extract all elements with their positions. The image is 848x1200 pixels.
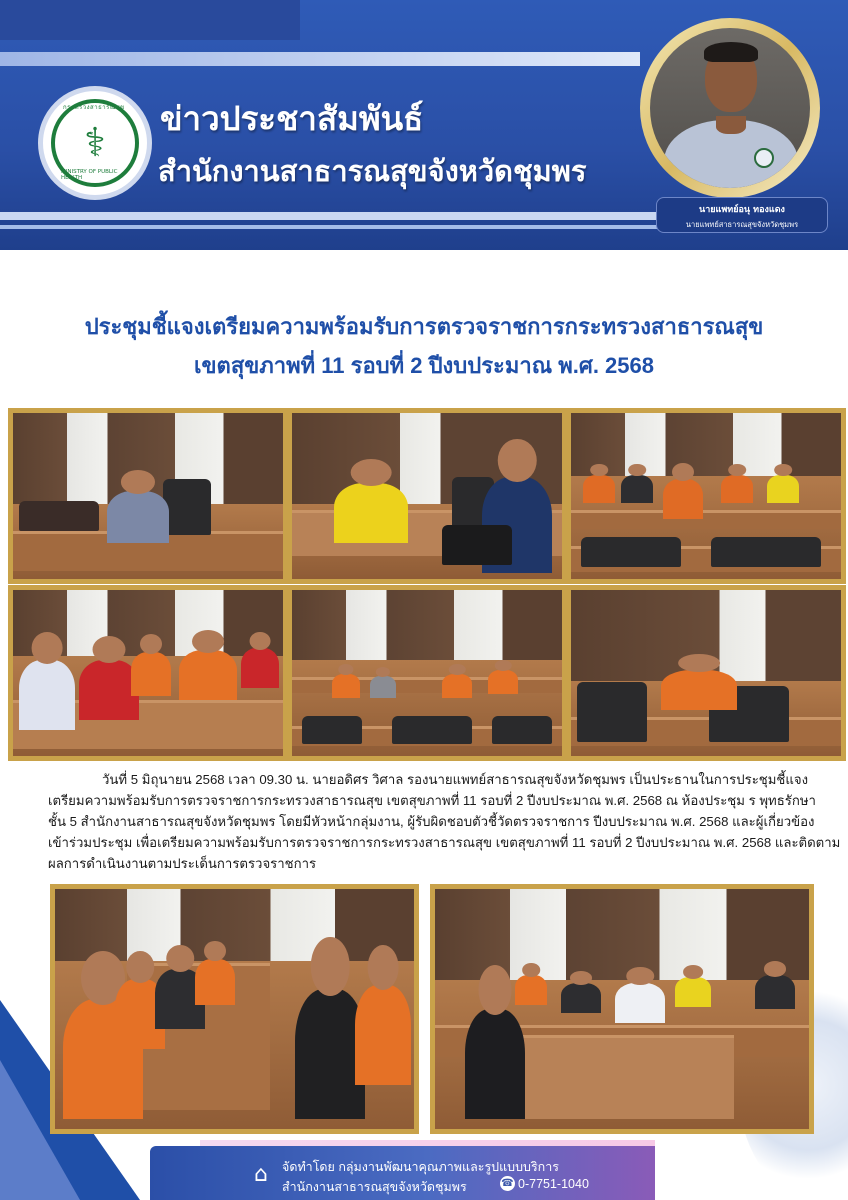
meeting-photo <box>287 585 567 761</box>
meeting-photo <box>8 408 288 584</box>
executive-portrait <box>650 28 810 188</box>
executive-nameplate <box>656 197 828 233</box>
ministry-logo <box>38 86 152 200</box>
footer-phone: 0-7751-1040 <box>518 1177 589 1191</box>
logo-ring <box>51 99 139 187</box>
office-name: สำนักงานสาธารณสุขจังหวัดชุมพร <box>158 156 587 188</box>
meeting-photo <box>287 408 567 584</box>
meeting-photo <box>566 585 846 761</box>
meeting-photo <box>430 884 814 1134</box>
phone-icon: ☎ <box>501 1178 514 1189</box>
footer-office: สำนักงานสาธารณสุขจังหวัดชุมพร <box>282 1180 467 1194</box>
article-line: เตรียมความพร้อมรับการตรวจราชการกระทรวงสาธารณสุข เขตสุขภาพที่ 11 รอบที่ 2 ปีงบประมาณ พ.ศ. 2568 ณ ห้องประชุม ร พุทธรักษา <box>48 793 816 808</box>
executive-position: นายแพทย์สาธารณสุขจังหวัดชุมพร <box>685 220 799 229</box>
header-corner-band <box>0 0 300 40</box>
header-banner <box>0 0 848 250</box>
headline-line-2: เขตสุขภาพที่ 11 รอบที่ 2 ปีงบประมาณ พ.ศ. 2568 <box>193 353 654 378</box>
caduceus-icon: ⚕ <box>84 120 106 166</box>
meeting-photo <box>8 585 288 761</box>
article-line: วันที่ 5 มิถุนายน 2568 เวลา 09.30 น. นายอดิศร วิศาล รองนายแพทย์สาธารณสุขจังหวัดชุมพร เป็นประธานในการประชุมชี้แจง <box>102 772 809 787</box>
footer-organizer: จัดทำโดย กลุ่มงานพัฒนาคุณภาพและรูปแบบบริการ <box>282 1160 559 1174</box>
meeting-photo <box>566 408 846 584</box>
article-line: ผลการดำเนินงานตามประเด็นการตรวจราชการ <box>48 856 317 871</box>
location-pin-icon: ⌂ <box>254 1162 268 1187</box>
article-body <box>48 769 841 874</box>
header-stripe <box>0 212 690 220</box>
portrait-hair <box>704 42 758 62</box>
portrait-neck <box>716 116 746 134</box>
shirt-emblem-icon <box>754 148 774 168</box>
logo-ring-text-top: กระทรวงสาธารณสุข <box>63 104 125 111</box>
header-stripe <box>0 52 640 66</box>
article-line: ชั้น 5 สำนักงานสาธารณสุขจังหวัดชุมพร โดยมีหัวหน้ากลุ่มงาน, ผู้รับผิดชอบตัวชี้วัดตรวจราชการ ปีงบประมาณ พ.ศ. 2568 และผู้เกี่ยวข้อง <box>48 814 815 829</box>
article-line: เข้าร่วมประชุม เพื่อเตรียมความพร้อมรับการตรวจราชการกระทรวงสาธารณสุข เขตสุขภาพที่ 11 รอบที่ 2 ปีงบประมาณ พ.ศ. 2568 และติดตาม <box>48 835 841 850</box>
logo-ring-text-bottom: MINISTRY OF PUBLIC HEALTH <box>61 169 118 181</box>
header-stripe <box>0 225 720 229</box>
executive-name: นายแพทย์อนุ ทองแดง <box>699 205 785 215</box>
page-title: ข่าวประชาสัมพันธ์ <box>160 100 424 137</box>
headline-line-1: ประชุมชี้แจงเตรียมความพร้อมรับการตรวจราชการกระทรวงสาธารณสุข <box>84 314 764 339</box>
meeting-photo <box>50 884 419 1134</box>
